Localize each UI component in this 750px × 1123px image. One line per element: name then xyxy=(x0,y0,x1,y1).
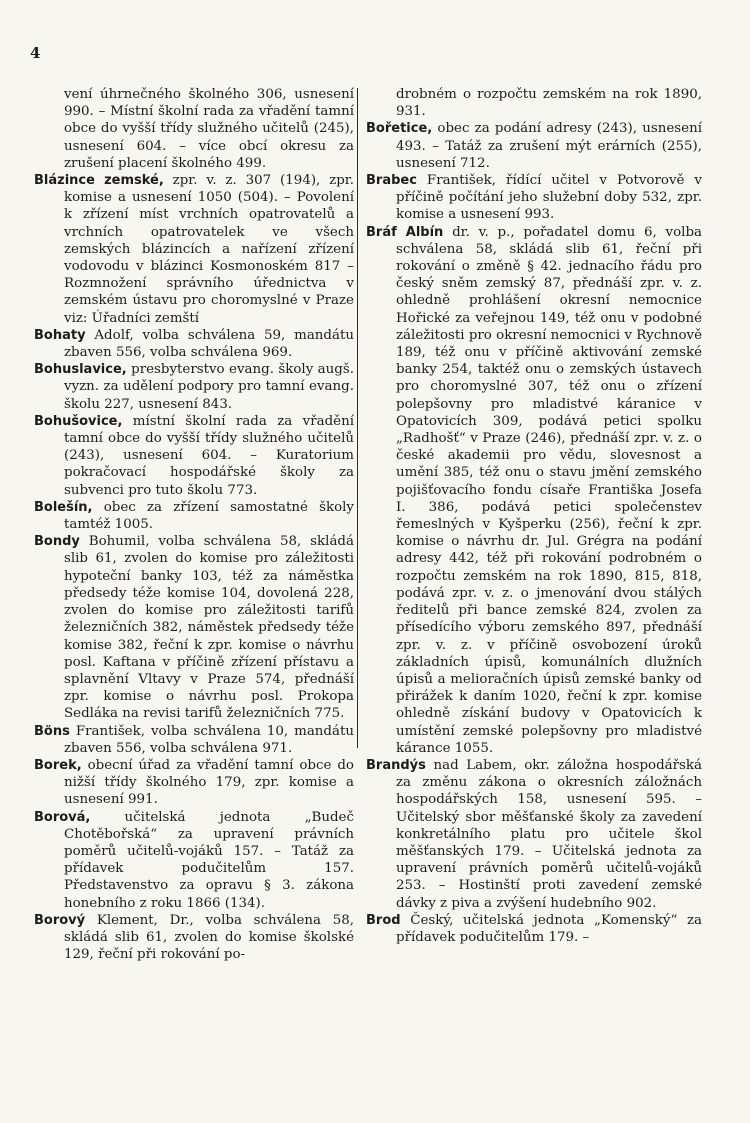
entry-text: Klement, Dr., volba schválena 58, skládá slib 61, zvolen do komise školské 129, řeční při rokování po- xyxy=(64,912,354,963)
entry-text: vení úhrnečného školného 306, usnesení 990. – Místní školní rada za vřadění tamní obce do vyšší třídy služného učitelů (245), usnesení 604. – více obcí okresu za zrušení placení školného 499. xyxy=(64,87,354,171)
entry-heading: Blázince zemské, xyxy=(34,173,164,189)
index-entry xyxy=(34,723,354,757)
entry-heading: Bořetice, xyxy=(366,121,433,137)
index-entry xyxy=(366,120,702,172)
entry-heading: Bolešín, xyxy=(34,499,93,515)
index-entry xyxy=(34,533,354,722)
entry-text: nad Labem, okr. záložna hospodářská za změnu zákona o okresních záložnách hospodářských 158, usnesení 595. – Učitelský sbor měšťanské školy za zavedení konkretálního platu pro učitele škol měšťanských 179. – Učitelská jednota za upravení právních poměrů učitelů-vojáků 253. – Hostinští proti zavedení zemské dávky z piva a zvýšení hudebního 902. xyxy=(396,757,702,911)
left-column xyxy=(34,86,354,963)
entry-heading: Bondy xyxy=(34,534,80,550)
entry-heading: Bohaty xyxy=(34,327,86,343)
entry-heading: Bohuslavice, xyxy=(34,362,127,378)
index-entry xyxy=(34,912,354,964)
entry-heading: Brod xyxy=(366,912,401,928)
index-entry xyxy=(366,757,702,912)
entry-text: místní školní rada za vřadění tamní obce do vyšší třídy služného učitelů (243), usnesení 604. – Kuratorium pokračovací hospodářské školy za subvenci pro tuto školu 773. xyxy=(64,413,354,498)
entry-heading: Borová, xyxy=(34,809,91,825)
entry-text: obec za zřízení samostatné školy tamtéž 1005. xyxy=(64,499,354,533)
index-entry xyxy=(366,172,702,224)
entry-continuation xyxy=(366,86,702,120)
index-entry xyxy=(34,499,354,533)
index-entry xyxy=(366,224,702,757)
index-entry xyxy=(34,172,354,327)
index-entry xyxy=(34,413,354,499)
entry-heading: Brandýs xyxy=(366,757,426,773)
right-column xyxy=(366,86,702,946)
index-entry xyxy=(34,327,354,361)
entry-heading: Böns xyxy=(34,723,70,739)
entry-text: zpr. v. z. 307 (194), zpr. komise a usnesení 1050 (504). – Povolení k zřízení míst vrchních opatrovatelů a vrchních opatrovatelek ve všech zemských blázincích a nařízení zřízení vodovodu v blázinci Kosmonoském 817 – Rozmnožení správního úřednictva v zemském ústavu pro choromyslné v Praze viz: Úřadníci zemští xyxy=(64,173,354,326)
entry-text: František, volba schválena 10, mandátu zbaven 556, volba schválena 971. xyxy=(64,723,354,756)
index-entry xyxy=(34,809,354,912)
column-divider xyxy=(357,88,358,748)
entry-text: Bohumil, volba schválena 58, skládá slib 61, zvolen do komise pro záležitosti hypoteční banky 103, též za náměstka předsedy téže komise 104, dovolená 228, zvolen do komise pro záležitosti tarifů železničních 382, náměstek předsedy téže komise 382, řeční k zpr. komise o návrhu posl. Kaftana v příčině zřízení přístavu a splavnění Vltavy v Praze 574, přednáší zpr. komise o návrhu posl. Prokopa Sedláka na revisi tarifů železničních 775. xyxy=(64,534,354,722)
index-entry xyxy=(34,757,354,809)
entry-heading: Borek, xyxy=(34,757,82,773)
entry-text: presbyterstvo evang. školy augš. vyzn. za udělení podpory pro tamní evang. školu 227, usnesení 843. xyxy=(64,362,354,412)
index-entry xyxy=(34,361,354,413)
entry-text: drobném o rozpočtu zemském na rok 1890, 931. xyxy=(396,87,702,120)
entry-heading: Brabec xyxy=(366,173,417,189)
entry-continuation xyxy=(34,86,354,172)
entry-text: Adolf, volba schválena 59, mandátu zbaven 556, volba schválena 969. xyxy=(64,327,354,361)
entry-heading: Bráf Albín xyxy=(366,224,444,240)
entry-heading: Borový xyxy=(34,912,86,928)
entry-text: dr. v. p., pořadatel domu 6, volba schválena 58, skládá slib 61, řeční při rokování o změně § 42. jednacího řádu pro český sněm zemský 87, přednáší zpr. v. z. ohledně prohlášení okresní nemocnice Hořické za veřejnou 149, též onu v podobné záležitosti pro okresní nemocnici v Rychnově 189, též onu v příčině aktivování zemské banky 254, taktéž onu o zemských ústavech pro choromyslné 307, též onu o zřízení polepšovny pro mladistvé káranice v Opatovicích 309, podává petici spolku „Radhošť“ v Praze (246), přednáší zpr. v. z. o české akademii pro vědu, slovesnost a umění 385, též onu o stavu jmění zemského pojišťovacího fondu císaře Františka Josefa I. 386, podává petici společenstev řemeslných v Kyšperku (256), řeční k zpr. komise o návrhu dr. Jul. Grégra na podání adresy 442, též při rokování podrobném o rozpočtu zemském na rok 1890, 815, 818, podává zpr. v. z. o jmenování dvou stálých ředitelů při bance zemské 824, zvolen za přísedícího výboru zemského 897, přednáší zpr. v. z. v příčině osvobození úroků základních úpisů, komunálních dlužních úpisů a melioračních úpisů zemské banky od přirážek k daním 1020, řeční k zpr. komise ohledně získání budovy v Opatovicích k umístění zemské polepšovny pro mladistvé kárance 1055. xyxy=(396,224,702,756)
entry-text: Český, učitelská jednota „Komenský“ za přídavek podučitelům 179. – xyxy=(396,912,702,945)
entry-text: obec za podání adresy (243), usnesení 493. – Tatáž za zrušení mýt erárních (255), usnesení 712. xyxy=(396,121,702,171)
entry-text: František, řídící učitel v Potvorově v příčině počítání jeho služební doby 532, zpr. komise a usnesení 993. xyxy=(396,173,702,223)
page-number: 4 xyxy=(30,44,41,62)
entry-heading: Bohušovice, xyxy=(34,413,123,429)
index-entry xyxy=(366,912,702,946)
entry-text: učitelská jednota „Budeč Chotěbořská“ za upravení právních poměrů učitelů-vojáků 157. – Tatáž za přídavek podučitelům 157. Představenstvo za opravu § 3. zákona honebního z roku 1866 (134). xyxy=(64,809,354,911)
entry-text: obecní úřad za vřadění tamní obce do nižší třídy školného 179, zpr. komise a usnesení 991. xyxy=(64,757,354,808)
